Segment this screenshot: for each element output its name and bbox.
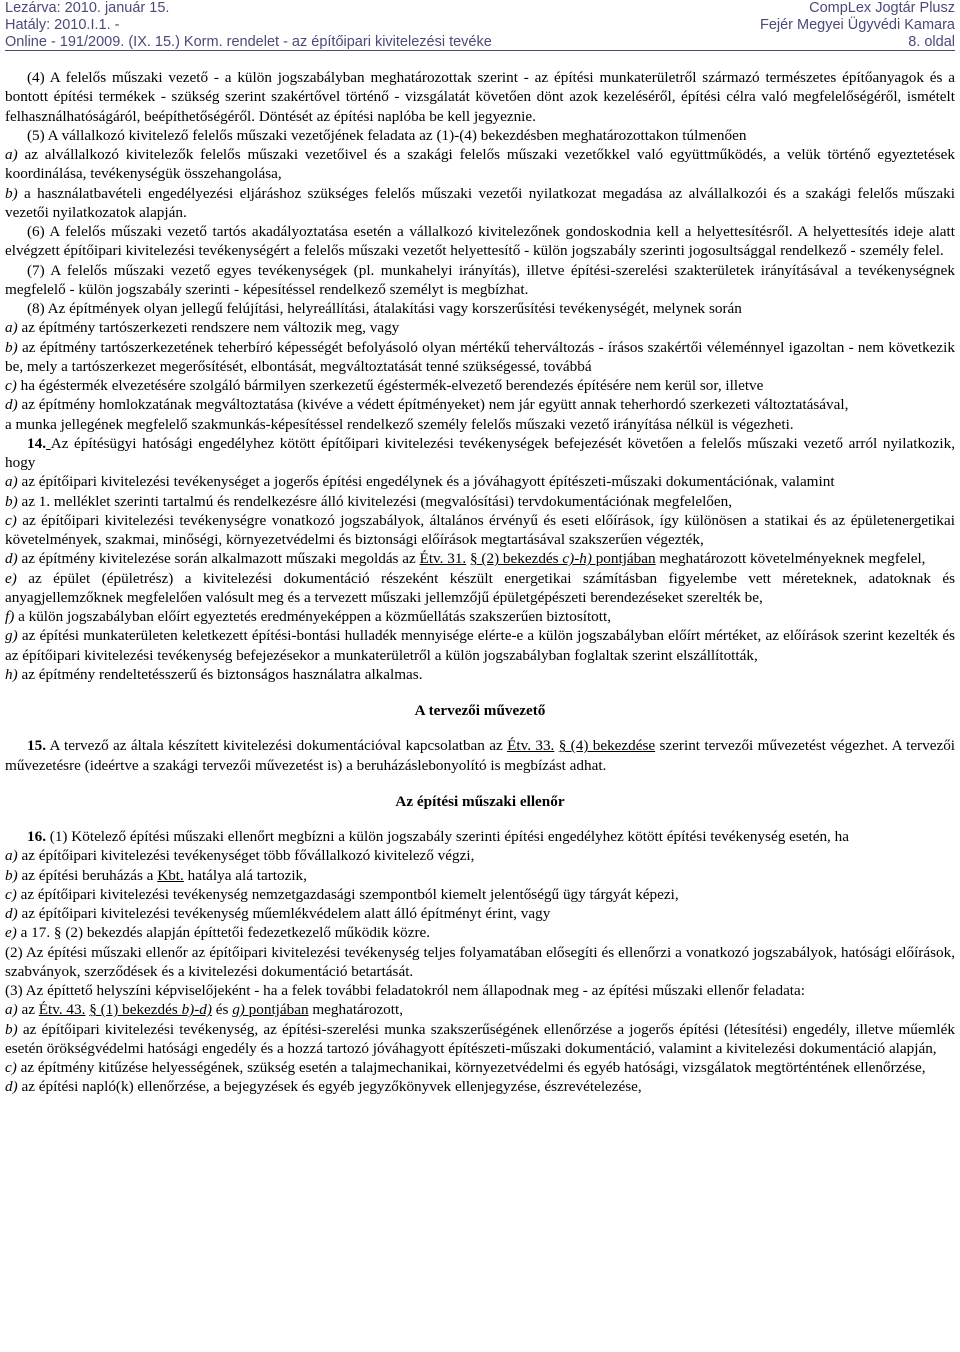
section-16-item-b [5,866,955,885]
section-16-p3-item-c [5,1058,955,1077]
item-marker: d) [5,1078,18,1096]
paragraph-4-text: (4) A felelős műszaki vezető - a külön jogszabályban meghatározottak szerint - az építési munkaterületről származó természetes építőanyagok és a bontott építési termékek - szükség szerint szakértővel történő - vizsgálatát követően dönt azok kezeléséről, építési célra való megfelelőségéről, ismételt felhasználhatóságáról, beépíthetőségéről. Döntését az építési naplóba be kell jegyeznie. [5,69,955,125]
section-16-paragraph-2: (2) Az építési műszaki ellenőr az építőipari kivitelezési tevékenység teljes folyamatában elősegíti és ellenőrzi a vonatkozó jogszabályok, hatósági előírások, szabványok, szerződések és a kivitelezési dokumentáció betartását. [5,943,955,980]
item-text: az építmény tartószerkezeti rendszere nem változik meg, vagy [17,319,400,337]
item-text: az építési napló(k) ellenőrzése, a bejegyzések és egyéb jegyzőkönyvek ellenjegyzése, észrevételezése, [17,1078,642,1096]
item-marker: a) [5,319,18,337]
header-page-number: 8. oldal [908,34,955,50]
section-14-item-d [5,549,955,568]
section-15 [5,736,955,775]
link-text: § (2) bekezdés [470,550,563,568]
paragraph-5-item-a [5,145,955,184]
item-marker: a) [5,473,18,491]
header-document-title: Online - 191/2009. (IX. 15.) Korm. rendelet - az építőipari kivitelezési tevéke [5,34,492,50]
etv-31-point-link[interactable]: pontjában [591,550,656,568]
item-text: az építőipari kivitelezési tevékenység műemlékvédelem alatt álló építményt érint, vagy [17,905,551,922]
header-divider [5,50,955,51]
item-text: az építmény rendeltetésszerű és biztonságos használatra alkalmas. [17,665,423,683]
link-text: § (1) bekezdés [89,1001,182,1019]
item-text: az építési munkaterületen keletkezett építési-bontási hulladék mennyisége elérte-e a külön jogszabályban előírt mértéket, az előírások szerint kezelték és az építőipari kivitelezési tevékenység befejezésekor a munkaterületről a külön jogszabályban foglaltak szerint elszállították, [5,627,955,664]
item-text: az építési beruházás a [17,866,158,884]
header-left [5,0,492,51]
etv-31-link[interactable]: Étv. 31. [419,550,467,568]
heading-epitesi-muszaki-ellenor: Az építési műszaki ellenőr [395,792,565,810]
item-text: az [17,1001,39,1019]
item-text-end: hatálya alá tartozik, [183,866,307,884]
item-text: az építmény kivitelezése során alkalmazott műszaki megoldás az [17,550,420,568]
section-16-item-d [5,904,955,923]
item-text: az alvállalkozó kivitelezők felelős műszaki vezetőivel és a szakági felelős műszaki vezetőkkel való együttműködés, a velük történő egyeztetések koordinálása, tevékenységük összehangolása, [5,146,955,183]
item-marker: b) [5,866,18,884]
item-text: az építmény kitűzése helyességének, szükség esetén a talajmechanikai, környezetvédelmi és egyéb hatósági, vizsgálatok megtörténtének ellenőrzése, [16,1059,926,1076]
item-marker: h) [5,665,18,683]
section-16-p3-item-b [5,1020,955,1059]
item-text: az építőipari kivitelezési tevékenység nemzetgazdasági szempontból kiemelt jelentőségű ügy tárgyát képezi, [16,885,679,903]
etv-31-paragraph-link[interactable] [470,550,592,567]
section-14-item-a [5,472,955,491]
etv-43-paragraph-link[interactable] [89,1001,212,1018]
item-marker: a) [5,847,18,865]
section-number: 15. [27,737,46,755]
paragraph-8-intro: (8) Az építmények olyan jellegű felújítási, helyreállítási, átalakítási vagy korszerűsítési tevékenységét, melynek során [27,300,742,317]
item-text: az építőipari kivitelezési tevékenységre vonatkozó jogszabályok, általános érvényű és eseti előírások, így különösen a statikai és az épületenergetikai követelmények, szakmai, minőségi, környezetvédelmi és biztonsági előírások megtartásával szakszerűen végezték, [5,511,955,548]
section-text-end: szerint tervezői művezetést végezhet. A tervezői művezetésre (ideértve a szakági tervezői művezetést is) a beruházáslebonyolító is megbízást adhat. [5,737,956,774]
header-effect-date: Hatály: 2010.I.1. - [5,17,120,33]
paragraph-4 [5,68,955,126]
item-text: az építőipari kivitelezési tevékenység, az építési-szerelési munka szakszerűségének ellenőrzése a jogerős építési (létesítési) engedély, illetve műemlék esetén örökségvédelmi hatósági engedély és a hozzá tartozó jóváhagyott építészeti-műszaki dokumentáció, valamint a kivitelezési dokumentáció alapján, [5,1020,955,1057]
item-marker: b) [5,338,18,356]
item-marker: d) [5,550,18,568]
paragraph-7: (7) A felelős műszaki vezető egyes tevékenységek (pl. munkahelyi irányítás), illetve építési-szerelési szakterületek irányításával a tevékenységnek megfelelő - külön jogszabály szerinti - képesítéssel rendelkező személyt is megbízhat. [5,261,955,298]
section-14-item-b [5,492,955,511]
paragraph-8-item-a [5,318,955,337]
item-text: az építmény tartószerkezetének teherbíró képességét befolyásoló olyan mértékű teherváltozás - írásos szakértői véleménnyel igazoltan - nem következik be, mely a tartószerkezet megerősítését, elbontását, megváltoztatását tenné szükségessé, továbbá [5,338,955,375]
etv-43-link[interactable]: Étv. 43. [38,1001,86,1019]
etv-33-paragraph-link[interactable]: § (4) bekezdése [558,737,656,755]
etv-33-link[interactable]: Étv. 33. [507,737,555,755]
paragraph-6: (6) A felelős műszaki vezető tartós akadályoztatása esetén a vállalkozó kivitelezőnek gondoskodnia kell a helyettesítésről. A helyettesítés ideje alatt elvégzett építőipari kivitelezési tevékenységért a felelős műszaki vezetőt helyettesítő - külön jogszabály szerinti jogosultsággal rendelkező - személy felel. [5,223,955,260]
section-14-item-f [5,607,955,626]
section-14-item-e [5,569,955,608]
section-16-p3-item-a [5,1000,955,1019]
item-marker: b) [5,184,18,202]
paragraph-5-intro: (5) A vállalkozó kivitelező felelős műszaki vezetőjének feladata az (1)-(4) bekezdésben meghatározottakon túlmenően [27,126,747,144]
section-16-item-a [5,846,955,865]
item-text: az építmény homlokzatának megváltoztatása (kivéve a védett építményeket) nem jár együtt annak teherhordó szerkezeti változtatásával, [17,396,849,414]
item-text: ha égéstermék elvezetésére szolgáló bármilyen szerkezetű égéstermék-elvezető berendezés építésére nem kerül sor, illetve [16,377,764,394]
item-text: az építőipari kivitelezési tevékenységet több fővállalkozó kivitelező végzi, [17,847,475,865]
link-text-italic: b)-d) [181,1001,212,1019]
item-marker: e) [5,924,17,942]
link-text-italic: c)-h) [562,550,592,568]
section-number: 14. [27,434,46,452]
item-marker: d) [5,905,18,922]
item-marker: a) [5,146,18,163]
header-licensee: Fejér Megyei Ügyvédi Kamara [759,17,955,33]
heading-tervezoi-muvezeto: A tervezői művezető [414,702,546,719]
paragraph-5-item-b [5,184,955,223]
section-16-item-e [5,923,955,942]
item-text-end: meghatározott követelményeknek megfelel, [655,550,926,568]
header-closed-date: Lezárva: 2010. január 15. [5,0,170,16]
item-marker: e) [5,569,17,587]
section-number: 16. [27,828,46,845]
paragraph-8-item-c [5,376,955,395]
item-text: a használatbavételi engedélyezési eljáráshoz szükséges felelős műszaki vezetői nyilatkozat megadása az alvállalkozói és a szakági felelős műszaki vezetői nyilatkozatok alapján. [5,184,955,221]
kbt-link[interactable]: Kbt. [157,866,184,884]
header-right [760,0,955,51]
item-text: a 17. § (2) bekezdés alapján építtetői fedezetkezelő működik közre. [16,924,431,942]
item-marker: d) [5,396,18,414]
section-14-item-h [5,665,955,684]
item-text: az 1. melléklet szerinti tartalmú és rendelkezésre álló kivitelezési (megvalósítási) tervdokumentációnak megfelelően, [17,492,733,510]
item-text-mid: és [211,1001,233,1019]
item-text: az építőipari kivitelezési tevékenységet a jogerős építési engedélynek és a jóváhagyott építészeti-műszaki dokumentációnak, valamint [17,473,835,491]
section-16-paragraph-3: (3) Az építtető helyszíni képviselőjeként - ha a felek további feladatokról nem állapodnak meg - az építési műszaki ellenőr feladata: [5,982,805,999]
link-text-italic: g) [232,1001,245,1019]
section-14-item-g [5,626,955,665]
section-14-item-c [5,511,955,550]
item-marker: c) [5,377,17,394]
item-text-end: meghatározott, [308,1001,404,1019]
item-marker: f) [5,608,15,625]
section-16-p3-item-d [5,1077,955,1096]
item-marker: c) [5,1059,17,1076]
page-header [5,0,955,48]
link-text: pontjában [244,1001,309,1019]
section-text: Az építésügyi hatósági engedélyhez kötött építőipari kivitelezési tevékenységek befejezését követően a felelős műszaki vezető arról nyilatkozik, hogy [5,434,955,471]
item-marker: g) [5,627,18,645]
paragraph-8-item-b [5,338,955,377]
etv-43-point-link[interactable] [232,1001,308,1018]
header-product-name: CompLex Jogtár Plusz [809,0,955,16]
item-marker: c) [5,511,17,529]
item-marker: c) [5,885,17,903]
section-text: A tervező az általa készített kivitelezési dokumentációval kapcsolatban az [45,737,508,755]
item-text: az épület (épületrész) a kivitelezési dokumentáció részeként készült energetikai számításban figyelembe vett méreteknek, adatoknak és anyagjellemzőknek megfelelően valósult meg és a tervezett műszaki jellemzőjű épületgépészeti berendezéseket szerelték be, [5,569,955,606]
section-text: (1) Kötelező építési műszaki ellenőrt megbízni a külön jogszabály szerinti építési engedélyhez kötött építési tevékenység esetén, ha [45,828,849,845]
item-marker: a) [5,1001,18,1019]
section-16-intro [5,827,955,846]
section-16-item-c [5,885,955,904]
item-text: a külön jogszabályban előírt egyeztetés eredményeképpen a közműellátás szakszerűen biztosított, [14,608,612,625]
paragraph-8-item-d [5,395,955,414]
section-14-intro [5,434,955,473]
document-body [5,68,955,1097]
item-marker: b) [5,1020,18,1038]
paragraph-8-closing: a munka jellegének megfelelő szakmunkás-képesítéssel rendelkező személy felelős műszaki vezető irányítása nélkül is végezheti. [5,415,794,433]
item-marker: b) [5,492,18,510]
